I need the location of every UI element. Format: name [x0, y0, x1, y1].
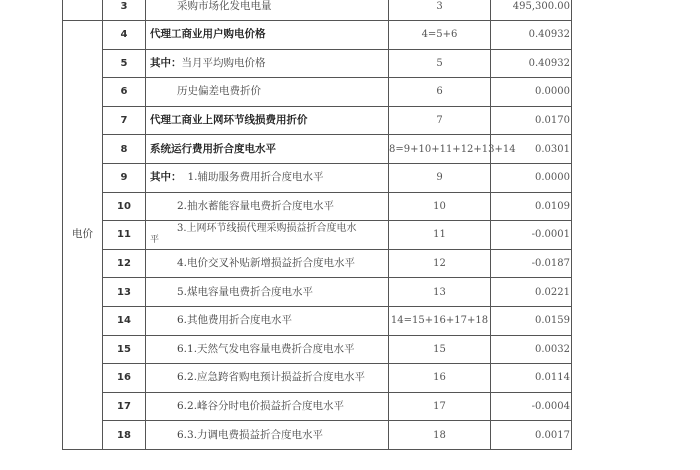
- item-name: [146, 392, 389, 421]
- formula-cell: 18: [389, 421, 491, 450]
- item-name: [146, 249, 389, 278]
- item-label: 6.其他费用折合度电水平: [177, 314, 293, 327]
- item-label: 6.2.应急跨省购电预计损益折合度电水平: [177, 371, 366, 384]
- table-row: [63, 221, 572, 250]
- row-number: 5: [103, 49, 146, 78]
- table-row: [63, 163, 572, 192]
- value-cell: 0.0301: [491, 135, 572, 164]
- row-number: 13: [103, 278, 146, 307]
- row-number: 9: [103, 163, 146, 192]
- value-cell: 0.40932: [491, 49, 572, 78]
- row-number: 12: [103, 249, 146, 278]
- formula-cell: 10: [389, 192, 491, 221]
- value-cell: 0.0159: [491, 306, 572, 335]
- item-label: 4.电价交叉补贴新增损益折合度电水平: [177, 257, 356, 270]
- value-cell: 0.40932: [491, 21, 572, 50]
- item-label: 当月平均购电价格: [181, 56, 266, 69]
- item-label: 2.抽水蓄能容量电费折合度电水平: [177, 199, 335, 212]
- item-name: [146, 364, 389, 393]
- table-row: [63, 278, 572, 307]
- item-name: [146, 163, 389, 192]
- item-name: [146, 49, 389, 78]
- row-number: 16: [103, 364, 146, 393]
- table-row: [63, 49, 572, 78]
- table-row: [63, 106, 572, 135]
- formula-cell: 13: [389, 278, 491, 307]
- item-label: 6.3.力调电费损益折合度电水平: [177, 428, 324, 441]
- formula-cell: 6: [389, 78, 491, 107]
- table-row: [63, 78, 572, 107]
- value-cell: 495,300.00: [491, 0, 572, 21]
- formula-cell: 3: [389, 0, 491, 21]
- value-cell: 0.0221: [491, 278, 572, 307]
- item-name: [146, 421, 389, 450]
- value-cell: 0.0032: [491, 335, 572, 364]
- item-label: 代理工商业上网环节线损费用折价: [150, 114, 308, 127]
- item-label: 6.1.天然气发电容量电费折合度电水平: [177, 342, 355, 355]
- item-name: [146, 0, 389, 21]
- table-row: [63, 392, 572, 421]
- item-name: [146, 135, 389, 164]
- value-cell: 0.0000: [491, 78, 572, 107]
- row-number: 7: [103, 106, 146, 135]
- table-row: [63, 335, 572, 364]
- value-cell: -0.0001: [491, 221, 572, 250]
- formula-cell: 11: [389, 221, 491, 250]
- formula-cell: 17: [389, 392, 491, 421]
- item-label: 代理工商业用户购电价格: [150, 28, 266, 41]
- value-cell: 0.0114: [491, 364, 572, 393]
- formula-cell: 14=15+16+17+18: [389, 306, 491, 335]
- row-number: 17: [103, 392, 146, 421]
- value-cell: -0.0004: [491, 392, 572, 421]
- formula-cell: 4=5+6: [389, 21, 491, 50]
- table-row: [63, 135, 572, 164]
- formula-cell: 9: [389, 163, 491, 192]
- value-cell: 0.0017: [491, 421, 572, 450]
- table-row: [63, 192, 572, 221]
- formula-cell: 8=9+10+11+12+13+14: [389, 135, 491, 164]
- row-number: 10: [103, 192, 146, 221]
- row-number: 14: [103, 306, 146, 335]
- value-cell: 0.0000: [491, 163, 572, 192]
- price-table: [62, 0, 572, 450]
- item-name: [146, 278, 389, 307]
- row-number: 15: [103, 335, 146, 364]
- table-row: [63, 0, 572, 21]
- item-prefix: 其中：: [150, 171, 182, 184]
- formula-cell: 7: [389, 106, 491, 135]
- formula-cell: 5: [389, 49, 491, 78]
- row-number: 11: [103, 221, 146, 250]
- row-number: 18: [103, 421, 146, 450]
- item-name: [146, 335, 389, 364]
- table-row: [63, 421, 572, 450]
- item-label: 采购市场化发电电量: [177, 0, 272, 12]
- value-cell: -0.0187: [491, 249, 572, 278]
- category-cell-empty: [63, 0, 103, 21]
- value-cell: 0.0170: [491, 106, 572, 135]
- item-label-tail: 平: [150, 235, 160, 246]
- table-row: [63, 21, 572, 50]
- item-label: 系统运行费用折合度电水平: [150, 142, 276, 155]
- value-cell: 0.0109: [491, 192, 572, 221]
- item-label: 3.上网环节线损代理采购损益折合度电水: [177, 223, 357, 235]
- item-prefix: 其中：: [150, 56, 182, 69]
- row-number: 8: [103, 135, 146, 164]
- category-cell: 电价: [63, 21, 103, 450]
- item-label: 历史偏差电费折价: [177, 85, 261, 98]
- item-name: [146, 306, 389, 335]
- formula-cell: 15: [389, 335, 491, 364]
- item-label: 1.辅助服务费用折合度电水平: [187, 171, 324, 184]
- row-number: 6: [103, 78, 146, 107]
- item-name: [146, 21, 389, 50]
- table-row: [63, 306, 572, 335]
- row-number: 3: [103, 0, 146, 21]
- formula-cell: 16: [389, 364, 491, 393]
- formula-cell: 12: [389, 249, 491, 278]
- item-name: [146, 192, 389, 221]
- item-label: 5.煤电容量电费折合度电水平: [177, 285, 314, 298]
- table-row: [63, 364, 572, 393]
- item-label: 6.2.峰谷分时电价损益折合度电水平: [177, 400, 345, 413]
- table-row: [63, 249, 572, 278]
- item-name: [146, 78, 389, 107]
- item-name: [146, 106, 389, 135]
- row-number: 4: [103, 21, 146, 50]
- item-name: [146, 221, 389, 250]
